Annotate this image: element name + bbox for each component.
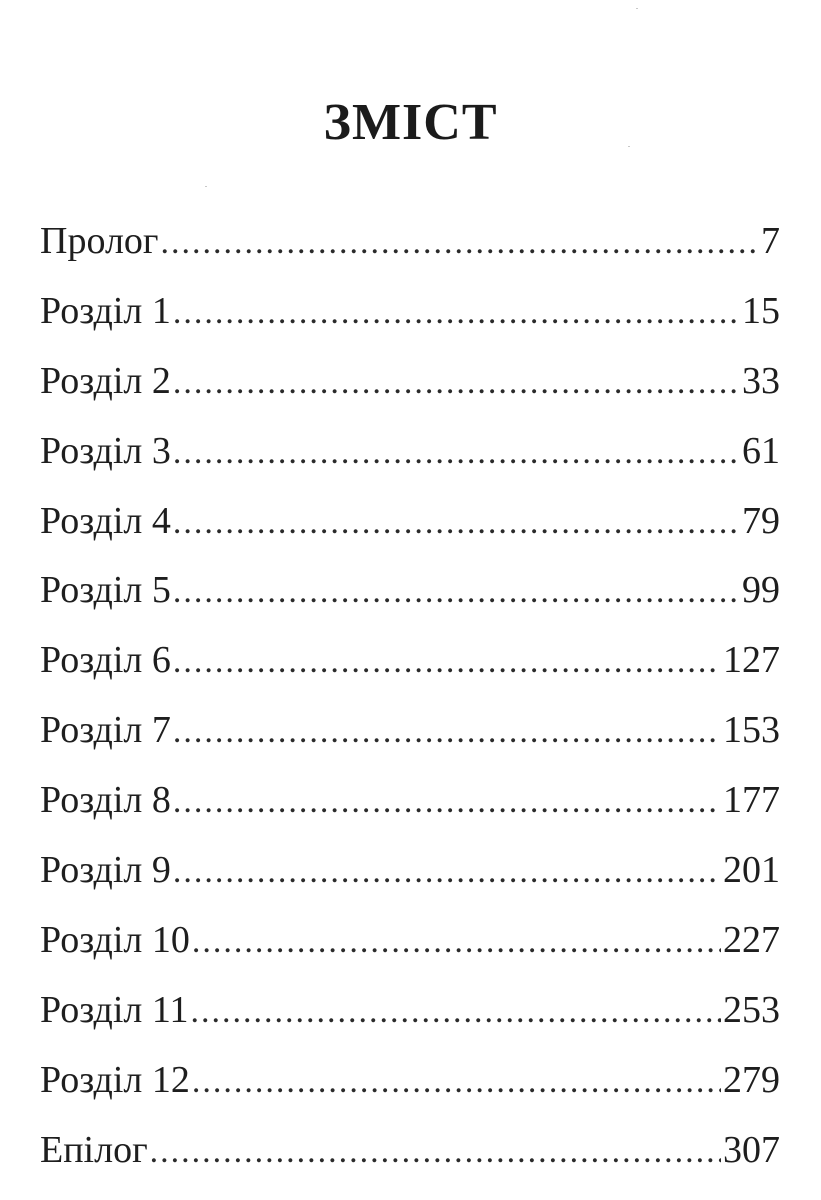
dot-leader bbox=[173, 296, 740, 330]
toc-entry-page: 127 bbox=[723, 639, 780, 682]
toc-entry-label: Розділ 2 bbox=[40, 359, 171, 402]
toc-entry-page: 61 bbox=[742, 429, 780, 472]
toc-entry-label: Епілог bbox=[40, 1128, 148, 1171]
toc-entry bbox=[40, 988, 780, 1061]
toc-entry-label: Розділ 7 bbox=[40, 709, 171, 752]
toc-entry-label: Розділ 1 bbox=[40, 289, 171, 332]
dot-leader bbox=[192, 925, 721, 959]
dot-leader bbox=[190, 995, 721, 1029]
toc-entry-label: Розділ 5 bbox=[40, 569, 171, 612]
toc-entry-label: Розділ 12 bbox=[40, 1058, 190, 1101]
toc-entry-page: 7 bbox=[761, 220, 780, 262]
toc-entry-page: 153 bbox=[723, 709, 780, 752]
toc-entry bbox=[40, 289, 780, 362]
toc-entry-page: 177 bbox=[723, 779, 780, 822]
toc-entry-page: 227 bbox=[723, 918, 780, 961]
toc-entry-page: 99 bbox=[742, 569, 780, 612]
toc-entry bbox=[40, 781, 780, 851]
toc-entry-page: 279 bbox=[723, 1058, 780, 1101]
toc-entry bbox=[40, 1128, 780, 1200]
toc-entry-page: 15 bbox=[742, 289, 780, 332]
toc-entry-label: Розділ 11 bbox=[40, 988, 189, 1031]
toc-entry-label: Розділ 3 bbox=[40, 429, 171, 472]
toc-entry bbox=[40, 571, 780, 641]
toc-entry-page: 307 bbox=[723, 1128, 780, 1171]
toc-entry bbox=[40, 499, 780, 572]
toc-entry-page: 79 bbox=[742, 499, 780, 542]
toc-entry-label: Розділ 10 bbox=[40, 918, 190, 961]
toc-entry bbox=[40, 851, 780, 921]
dot-leader bbox=[173, 855, 721, 889]
dot-leader bbox=[161, 226, 760, 260]
toc-entry bbox=[40, 641, 780, 711]
toc-entry bbox=[40, 222, 780, 292]
dot-leader bbox=[173, 785, 721, 819]
dot-leader bbox=[173, 715, 721, 749]
toc-entry bbox=[40, 711, 780, 781]
dot-leader bbox=[173, 366, 740, 400]
toc-entry-page: 253 bbox=[723, 988, 780, 1031]
dot-leader bbox=[173, 436, 740, 470]
toc-entry-label: Пролог bbox=[40, 220, 159, 262]
toc-entry-label: Розділ 6 bbox=[40, 639, 171, 682]
toc-entry-label: Розділ 4 bbox=[40, 499, 171, 542]
page-title: ЗМІСТ bbox=[323, 93, 498, 151]
toc-entry bbox=[40, 359, 780, 432]
toc-entry bbox=[40, 429, 780, 502]
table-of-contents bbox=[40, 222, 780, 1200]
toc-entry bbox=[40, 1058, 780, 1131]
dot-leader bbox=[150, 1135, 721, 1169]
toc-entry-label: Розділ 8 bbox=[40, 779, 171, 822]
dot-leader bbox=[173, 645, 721, 679]
dot-leader bbox=[192, 1065, 721, 1099]
toc-entry-label: Розділ 9 bbox=[40, 849, 171, 892]
dot-leader bbox=[173, 506, 740, 540]
toc-entry-page: 201 bbox=[723, 849, 780, 892]
toc-entry bbox=[40, 918, 780, 991]
dot-leader bbox=[173, 575, 740, 609]
toc-entry-page: 33 bbox=[742, 359, 780, 402]
paper-speck bbox=[636, 8, 638, 9]
paper-speck bbox=[205, 186, 207, 187]
